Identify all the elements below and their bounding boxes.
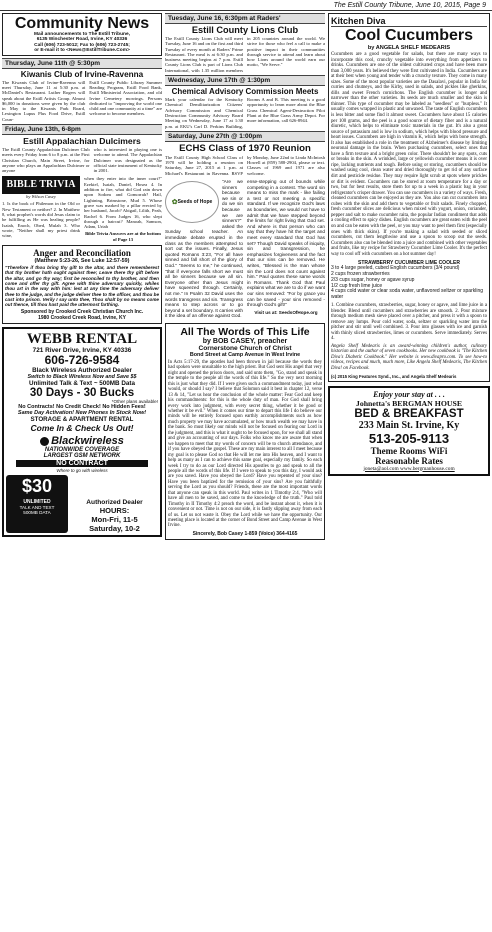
bible-trivia [2, 176, 162, 242]
kitchen-diva-text: Cucumbers are a good vegetable for salads, but there are many ways to incorporate this cool, crunchy vegetable into everything from appetizers to drinks. Cucumbers are one of the oldest cultivated crops and have been more than 3,000 years. It's believed they were first cultivated in India. Cucumbers are at their best when young and tender with a crunchy texture. They come in many sizes. Some of the most popular varieties are the Dasalavi, popular in India for curries and chutneys, and the Kirby, used in salads, and pickles like gherkins, dills and sweet French cornichons. The English cucumber is longer and narrower than the other varieties. Its seeds are much smaller and the skin is thinner. This type of cucumber may be labeled as "seedless" or "burpless." It usually comes wrapped in plastic and unwaxed. The taste of English cucumbers is less bitter and some find it almost sweet. Cucumbers have about 15 calories per 100 grams, and the peel is a good source of dietary fiber and is a natural diuretic, which helps to eliminate toxic materials in the gut. It's also a great source of potassium and is low in sodium, which helps with blood pressure and heart issues. Cucumbers are high in vitamin K, which helps with bone strength. It also has established a role in the treatment of Alzheimer's disease by limiting neuronal damage in the brain. When purchasing cucumbers, select ones that have a firm texture and a bright green color. There shouldn't be any spots, cuts or breaks in the skin. A wrinkled, large or yellowish cucumber means it is over ripe, lacking nutrients and tough. Before using or storing, cucumbers should be washed using cool, clean water and dried thoroughly to get rid of any surface dirt and pesticide residue. They may require light scrub at spots where prickles or dirt is evident. Cucumbers can be stored at room temperature for a day or two, but for best results, store them for up to a week in a plastic bag in your refrigerator's crisper drawer. You can use cucumbers in a variety of ways. Fresh, cleaned cucumbers can be enjoyed as they are. You also can cut cucumbers into cubes with the skin and add them to vegetable or fruit salads. Finely chopped, fresh cucumber slices are delicious when mixed with yogurt, onion, coriander, pepper and salt to make cucumber raita, the popular Indian condiment that adds a cooling effect to spicy dishes. English cucumbers are great eaten with the peel on and can be eaten with the peel, or you may want to peel them first (especially ones with thick skins). If you're making a salad with seeded or sliced cucumbers, cut them lengthwise and use a spoon to scoop out the seeds. Cucumbers also can be blended into a juice and combined with other vegetables and fruits, like my recipe for Strawberry Cucumber Lime Cooler. It's the perfect way to cool off with cucumbers on a hot summer day! [331, 52, 487, 257]
dealer-hours [71, 475, 158, 533]
bible-trivia-byline: by Wilson Casey [26, 194, 56, 200]
anger-reference: (Matthew 5:23-26, See Luke 12:57-59) [34, 258, 130, 265]
dulcimer-date-bar: Friday, June 13th, 6-8pm [2, 124, 162, 135]
info-line: 6135 Winchester Road, Irvine, KY 40336 [36, 37, 128, 43]
seeds-right [247, 179, 325, 319]
seeds-of-hope-logo [165, 181, 219, 223]
blackwireless-wordmark: Blackwireless [51, 435, 124, 448]
seeds-left [165, 179, 243, 319]
chem-text: Mark your calendar for the Kentucky Chemical Demilitarization Citizens' Advisory Commission and Chemical Destruction Community Advisory Board Meeting on Wednesday, June 17 at 1:30 p.m. at EKU's Carl D. Perkins Building, Rooms A and B. This meeting is a good opportunity to learn more about the Blue Grass Chemical Agent-Destruction Pilot Plant at the Blue Grass Army Depot. For more information, call 626-8944. [165, 97, 325, 129]
kiwanis-body [2, 80, 162, 122]
kitchen-diva-headline: Cool Cucumbers [344, 27, 473, 44]
recipe-copyright: (c) 2015 King Features Synd., Inc., and Angela Shelf Medearis [331, 373, 457, 379]
bb-line: Theme Rooms WiFi [370, 445, 448, 456]
words-text: In Acts 5:17-29, the apostles had been thrown in jail because the words they had spoken were unsuitable to the high priest. But God sent His angel that very night and opened the prison doors, and said unto them, "Go, stand and speak in the temple to the people all the words of this life." So the very next morning this is just what they did. If I were given such a commandment today, just what would, or should I say? I believe that Solomon said it best in chapter 12, verse 13 & 14, "Let us hear the conclusion of the whole matter: Fear God and keep his commandments: for this is the whole duty of man. For God shall bring every work into judgment, with every secret thing, whether it be good or whether it be evil." When it comes our time to depart this life I do believe our minds will be entirely focused upon earthly accomplishments such as how much property we may have accumulated, or how much wealth we may have in the bank. So must likely our minds will not be focused on fearing our Lord in the judgment, and this is what it ought to be focused upon, for we shall all stand and give an accounting of our days. Folks who know me are aware that when we happen to meet that my words of concern will be to church attendance, and if you have obeyed the gospel. These are my main interest to all I meet because my goal is to please God so that He will let me into His heaven, and I want to help as many as I can to achieve this same goal, especially my family. So each week I try to do as our Lord directed His apostles to go and speak to all the people all the words of this life. If I were to speak to you this day, I would ask are you saved. Have you obeyed the Lord? Have you repented of your sins? Have you been baptized for the remission of your sins? Are you faithfully serving the Lord as you should? Friends, these are the most important words that anyone can speak in this world. Paul writes in 1 Timothy 2:4, "Who will have all men to be saved, and come to the knowledge of the truth." Paul told Timothy in II Timothy 4:2 preach the word, and be instant about it, when it is convenient or not. Time is not on our side, it is fastly slipping away from each of us. Let us not waste it. Obey the Lord while we have the opportunity. Our meeting place is located at the corner of Bond Street and Camp Avenue in West Irvine. [168, 359, 322, 529]
leaf-icon: ✿ [171, 199, 178, 207]
bb-contact[interactable]: joneta@aol.com www.bergmanhouse.com [363, 465, 455, 472]
kiwanis-text-a: The Kiwanis Club of Irvine-Ravenna will meet Thursday, June 11 at 5:30 p.m. at McDaniel's Restaurant. Luther Rogers will speak about the Estill Artists Group. Almost $6,000 in donations were given by the club in May to the Kiwanis Park Board, Lexington Lupus Plus Food Drive, Estill Coun- [2, 79, 86, 122]
webb-line: Black Wireless Authorized Dealer [32, 367, 132, 375]
webb-line: Switch to Black Wireless Now and Save $$ [27, 374, 137, 381]
seeds-of-hope [165, 179, 325, 319]
kitchen-diva-title: Kitchen Diva [331, 16, 487, 27]
ingredient: 3 to 4 large peeled, cubed English cucumbers (3/4 pound) [331, 265, 460, 272]
seeds-logo-text: Seeds of Hope [177, 199, 213, 206]
recipe-author-bio: Angela Shelf Medearis is an award-winning children's author, culinary historian and the author of seven cookbooks. Her new cookbook is "The Kitchen Diva's Diabetic Cookbook." Her website is www.divapro.com. To see how-to videos, recipes and much, much more, Like Angela Shelf Medearis, The Kitchen Diva! on Facebook. [331, 343, 487, 372]
column-events [165, 13, 325, 929]
bergman-house-ad [328, 386, 490, 476]
column-community [2, 13, 162, 929]
info-line: or E-mail it to <News@EstillTribune.Com> [34, 48, 130, 54]
bw-line: LARGEST GSM NETWORK [43, 453, 121, 460]
words-byline: by BOB CASEY, preacher [202, 337, 288, 345]
echs-text: The Estill County High School Class of 1970 will be holding a reunion on Saturday, June 27, 2015 at 1 p.m. at Michael's Restaurant in Ravenna. RSVP by Monday, June 22nd to Linda McIntosh Howell at (859) 588-2904, please or text. Classes of 1969 and 1971 are also welcome. [165, 154, 325, 176]
community-news-title: Community News [14, 15, 150, 32]
anger-title: Anger and Reconciliation [33, 248, 131, 259]
lions-date-bar: Tuesday, June 16, 6:30pm at Raders' [165, 13, 325, 24]
words-title: All The Words of This Life [180, 325, 310, 338]
webb-address: 721 River Drive, Irvine, KY 40336 [32, 347, 132, 355]
bb-phone: 513-205-9113 [368, 430, 450, 446]
recipe-steps: 1. Combine cucumbers, strawberries, sugar, honey or agave, and lime juice in a blender. Blend until cucumbers and strawberries are smooth. 2. Pour mixture through medium mesh sieve placed over a pitcher, and press it with a spoon to remove any lumps. Pour cold water, soda, seltzer or sparkling water into the pitcher and stir until well combined. 3. Pour into glasses with ice and garnish with thinly sliced strawberries, limes or cucumbers. Serve immediately. Serves 4. [331, 303, 487, 342]
ingredient: 2 cups frozen strawberries [331, 271, 390, 278]
webb-line: Unlimited Talk & Text ~ 500MB Data [29, 380, 135, 388]
anger-reconciliation-box [2, 245, 162, 324]
plan-price: $30 [21, 476, 53, 497]
dealer-line: Authorized Dealer [86, 499, 143, 507]
bw-no-contract: NO CONTRACT [16, 460, 148, 467]
ingredient: 1/2 cup fresh lime juice [331, 282, 383, 289]
bb-line: Enjoy your stay at . . . [373, 389, 445, 399]
bible-trivia-left [2, 176, 80, 242]
chem-date-bar: Wednesday, June 17th @ 1:30pm [165, 75, 325, 86]
plan-line: UNLIMITED [23, 499, 51, 506]
plan-card [6, 475, 68, 533]
echs-date-bar: Saturday, June 27th @ 1:00pm [165, 131, 325, 142]
words-address: Bond Street at Camp Avenue in West Irvine [189, 351, 301, 358]
kiwanis-text-b: Estill County Public Library Summer Reading Program, Estill Food Bank, Estill Ministerial Association, and old Irvine Cemetery mowings. Persons dedicated to "improving the world one child and one community at a time" are welcome to become members. [89, 79, 162, 117]
bible-trivia-answers-note: Bible Trivia Answers are at the bottom of Page 13 [85, 231, 161, 242]
info-line: Call (606) 723-5012; Fax to (606) 723-2745; [34, 42, 130, 48]
webb-line: *Other plans available! [111, 399, 158, 405]
dulcimer-text-b: who is interested in playing one is welcome to attend. The Appalachian Dulcimer was designated as the official state instrument of Kentucky in 2001. [93, 147, 162, 174]
seeds-text: "Are we sinners because we sin or do we sin because we are sinners?" asked the Sunday school teacher. An immediate debate erupted in the class as the members attempted to sort out the issues. Finally, Jesus quoted Romans 3:23, "For all have sinned and fall short of the glory of God." "Seems to me," he continued, "that if everyone falls short we must all be sinners because we all sin. Everyone other than Jesus might have squeezed through. Certainly, not me." In Psalm 32 David uses the words transgress and sin. Transgress means to step across or to go beyond a set boundary. It carries with it the idea of an offense against God. [165, 179, 243, 319]
webb-line: No Contracts! No Credit Check! No Hidden Fees! [18, 404, 146, 411]
anger-sponsor: Sponsored by Crooked Creek Christian Church Inc. [20, 309, 144, 316]
webb-line: Come In & Check Us Out! [30, 423, 134, 434]
plan-line: TALK AND TEXT [19, 505, 55, 511]
kitchen-diva-box [328, 13, 490, 382]
bb-line: 233 Main St. Irvine, Ky [358, 419, 460, 431]
webb-title: WEBB RENTAL [26, 331, 138, 348]
plan-row [6, 475, 158, 533]
recipe-ingredients [331, 266, 487, 301]
blackwireless-logo [6, 435, 158, 447]
lions-title: Estill County Lions Club [191, 25, 299, 35]
webb-line: Same Day Activation! New Phones In Stock Now! [17, 410, 147, 417]
seeds-text-2: ense-stepping out of bounds while competing in a contest. The word sin means to miss the mark - like failing a test or not meeting a specific standard. If we recognize God's laws as boundaries, we would not have to admit that we have stepped beyond the limits for right living that God set. And where is that person who can say that they have hit the target and meet every standard that God has set? Though David speaks of iniquity, sin and transgression, he emphasizes forgiveness and the fact that our sins can be removed. He writes, "Blessed is the man whose sin the Lord does not count against him." Paul quotes these same words in Romans. Thank God that Paul explains what we are to do if we want our sins removed: "For by grace you can be saved - your sins removed - through God's gift!" [247, 179, 325, 308]
seeds-credit: Visit us at: SeedsOfHope.org [254, 309, 318, 315]
kiwanis-date-bar: Thursday, June 11th @ 5:30pm [2, 58, 162, 69]
kiwanis-title: Kiwanis Club of Irvine-Ravenna [20, 69, 144, 79]
bible-trivia-right [84, 176, 162, 242]
dulcimer-title: Estill Appalachian Dulcimers [23, 136, 141, 146]
community-news-info [5, 32, 159, 54]
kitchen-diva-byline: by ANGELA SHELF MEDEARIS [367, 45, 451, 51]
dealer-line: Saturday, 10-2 [89, 524, 140, 534]
all-the-words-box [165, 323, 325, 540]
blackwireless-icon [40, 437, 49, 446]
bw-line: NATIONWIDE COVERAGE [44, 447, 120, 454]
page-header: The Estill County Tribune, June 10, 2015, Page 9 [0, 0, 492, 11]
bb-line: Reasonable Rates [375, 455, 443, 466]
bible-trivia-questions: 1. Is the book of Philemon in the Old or New Testament or neither? 2. In Matthew 8, what prophet's words did Jesus claim to be fulfilling as He was healing people? Isaiah, Enoch, Obed, Mulah 3. Who wrote, "Neither shall my priest drink wine, [2, 201, 80, 239]
bb-line: BED & BREAKFAST [354, 407, 464, 420]
bible-trivia-questions-2: when they enter into the inner court?" Ezekiel, Isaiah, Daniel, Hosea 4. In addition to fire, what did God rain down upon Sodom and Gomorrah? Hail, Lightning, Brimstone, Mud 5. Whose grave was marked by a pillar erected by her husband, Jacob? Abigail, Lilith, Peah, Rachel 6. From Judges 16, who slept through a haircut? Manoah, Samson, Adam, Uriah [84, 176, 162, 230]
bw-tagline: Where to go with wireless [56, 468, 108, 474]
webb-phone: 606-726-9584 [44, 353, 120, 368]
dulcimer-body [2, 147, 162, 173]
webb-line: 30 Days - 30 Bucks [29, 387, 135, 400]
anger-address: 1980 Crooked Creek Road, Irvine, KY [38, 315, 126, 322]
echs-title: ECHS Class of 1970 Reunion [179, 142, 311, 154]
dulcimer-text-a: The Estill County Appalachian Dulcimer Club meets every Friday from 6 to 8 p.m. at the First Christian Church, Main Street, Irvine, for anyone who plays an Appalachian Dulcimer or anyone [2, 147, 90, 174]
webb-line: STORAGE & APARTMENT RENTAL [30, 416, 134, 424]
plan-line: 500MB DATA [23, 510, 51, 516]
dealer-line: HOURS: [99, 506, 130, 516]
community-news-masthead [2, 13, 162, 56]
dealer-line: Mon-Fri, 11-5 [91, 515, 138, 525]
words-signature: Sincerely, Bob Casey 1-859 (Voice) 364-4165 [192, 530, 298, 537]
bible-trivia-logo: BIBLE TRIVIA [2, 176, 80, 194]
words-church: Cornerstone Church of Christ [198, 344, 292, 352]
info-line: Mail announcements to The Estill Tribune, [34, 32, 130, 37]
lions-text: The Estill County Lions Club will meet Tuesday, June 16 and on the first and third Tuesday of every month at Raders' Prime Restaurant. The meal is at 6:30 p.m. and business meeting begins at 7 p.m. Estill County Lions Club is part of Lions Club International, with 1.35 million members in 205 countries around the world. We strive for those who feel a call to make a positive impact in their communities through service to attend and learn about how Lions around the world earn our motto, "We Serve." [165, 36, 325, 73]
bb-line: Johnetta's BERGMAN HOUSE [355, 398, 463, 408]
ingredient: 4 cups cold water or clear soda water, unflavored seltzer or sparkling water [331, 288, 484, 301]
ingredient: 2/3 cups sugar, honey or agave syrup [331, 276, 415, 283]
webb-rental-ad [2, 327, 162, 537]
anger-scripture: "Therefore if thou bring thy gift to the altar, and there rememberest that thy brother hath ought against thee; Leave there thy gift before the altar, and go thy way; first be reconciled to thy brother, and then come and offer thy gift. Agree with thine adversary quickly, whiles thou art in the way with him: lest at any time the adversary deliver thee to the judge, and the judge deliver thee to the officer, and thou be cast into prison. Verily I say unto thee, Thou shalt by no means come out thence, till thou hast paid the uttermost farthing. [5, 265, 159, 308]
chem-title: Chemical Advisory Commission Meets [171, 87, 319, 97]
column-kitchen-diva [328, 13, 490, 929]
recipe-title: STRAWBERRY CUCUMBER LIME COOLER [358, 260, 460, 267]
